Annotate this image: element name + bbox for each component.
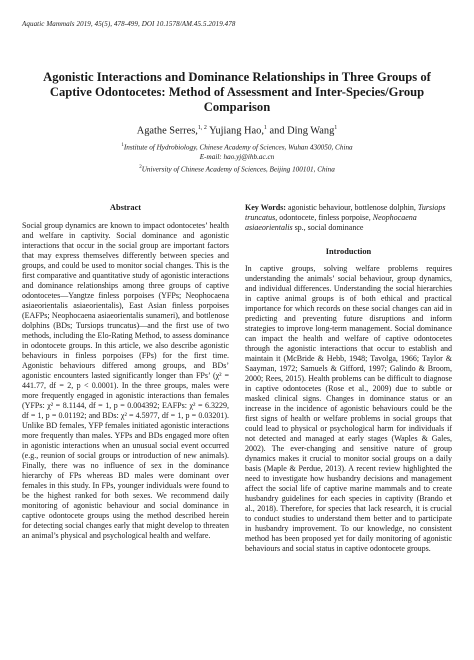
- article-title: Agonistic Interactions and Dominance Relationships in Three Groups of Captive Odontocetes: Method of Assessment and Inter-Species/Group Comparison: [43, 70, 431, 114]
- left-column: [22, 203, 229, 554]
- author-2-affil: 1: [263, 125, 267, 131]
- introduction-text: In captive groups, solving welfare problems requires understanding the animals’ social behaviour, group dynamics, and individual differences. Understanding the social hierarchies in captive animal groups is of both ethical and practical importance for which records on these social changes can aid in predicting and preventing future disruptions and inform strategies to improve long-term management. Social dominance can impact the health and welfare of captive odontocetes through the agonistic interactions that occur to establish and maintain it (McBride & Hebb, 1948; Tavolga, 1966; Taylor & Saayman, 1972; Samuels & Gifford, 1997; Galindo & Broom, 2000; Rees, 2015). Health problems can be difficult to diagnose in captive odontocetes (Rose et al., 2009) due to subtle or masked clinical signs. Changes in dominance status or an increase in the incidence of agonistic behaviours could be the first signs of health or welfare problems in social groups that could lead to physical or psychological harm for individuals if not detected and managed at early stages (Waples & Gales, 2002). The ever-changing and sensitive nature of group dynamics makes it crucial to monitor social groups on a daily basis (Maple & Perdue, 2013). A recent review highlighted the need to investigate how husbandry decisions and management affect the social life of captive marine mammals and to create husbandry guidelines for each species in captivity (Brando et al., 2018). Therefore, for species that lack research, it is crucial to conduct studies to understand them better and to participate in husbandry improvement. To our knowledge, no consistent method has been proposed yet for daily monitoring of agonistic behaviours and social status in captive odontocete groups.: [245, 264, 452, 553]
- author-3: and Ding Wang: [266, 125, 335, 137]
- journal-citation: 2019, 45(5), 478-499, DOI 10.1578/AM.45.5.2019.478: [76, 20, 236, 28]
- journal-name: Aquatic Mammals: [22, 20, 75, 28]
- abstract-heading: Abstract: [109, 203, 142, 212]
- author-line: [22, 125, 452, 136]
- abstract-text: Social group dynamics are known to impact odontocetes’ health and welfare in captivity. Social dominance and agonistic interactions that occur in the social group are important factors that may express themselves differently between species and groups, and could be used to monitor social changes. This is the first comparative and quantitative study of agonistic interactions and dominance relationships among three groups of captive odontocetes—Yangtze finless porpoises (YFPs; Neophocaena asiaeorientalis asiaeorientalis), East Asian finless porpoises (EAFPs; Neophocaena asiaeorientalis sunameri), and bottlenose dolphins (BDs; Tursiops truncatus)—and the first use of two methods, including the Elo-Rating Method, to assess dominance in odontocete groups. In this article, we also describe agonistic behaviours in finless porpoises (FPs) for the first time. Agonistic behaviours differed among groups, and BDs’ agonistic encounters lasted significantly longer than FPs’ (χ² = 441.77, df = 2, p < 0.0001). In the three groups, males were more frequently engaged in agonistic interactions than females (YFPs: χ² = 8.1144, df = 1, p = 0.004392; EAFPs: χ² = 6.3229, df = 1, p = 0.01192; and BDs: χ² = 4.5977, df = 1, p = 0.03201). Unlike BD females, YFP females initiated agonistic interactions more frequently than males. YFPs and BDs engaged more often in agonistic interactions when an unusual social event occurred (e.g., reunion of social groups or introduction of new animals). Finally, there was no influence of sex in the dominance hierarchy of FPs whereas BD males were dominant over females in this study. In FPs, younger individuals were found to be the highest ranked for both sexes. We recommend daily monitoring of agonistic behaviour and social dominance in captive odontocete groups using the method described herein for detecting social changes early that might develop to threaten an animal’s physical and psychological health and welfare.: [22, 221, 229, 540]
- affiliations: [22, 141, 452, 175]
- author-3-affil: 1: [334, 125, 338, 131]
- keywords: Key Words: agonistic behaviour, bottlenose dolphin, Tursiops truncatus, odontocete, finless porpoise, Neophocaena asiaeorientalis sp., social dominance: [245, 203, 446, 232]
- introduction-heading: Introduction: [325, 247, 372, 256]
- author-2: Yujiang Hao,: [206, 125, 264, 137]
- corresponding-email: E-mail: hao.yj@ihb.ac.cn: [199, 153, 275, 162]
- author-1-affil: 1, 2: [197, 125, 207, 131]
- affiliation-1: $^1$Institute of Hydrobiology, Chinese Academy of Sciences, Wuhan 430050, China: [121, 143, 353, 152]
- body-columns: [22, 203, 452, 554]
- author-1: Agathe Serres,: [136, 125, 198, 137]
- affiliation-2: $^2$University of Chinese Academy of Sciences, Beijing 100101, China: [139, 165, 335, 174]
- right-column: [245, 203, 452, 554]
- running-header: [22, 20, 452, 28]
- keywords-label: Key Words:: [245, 203, 286, 212]
